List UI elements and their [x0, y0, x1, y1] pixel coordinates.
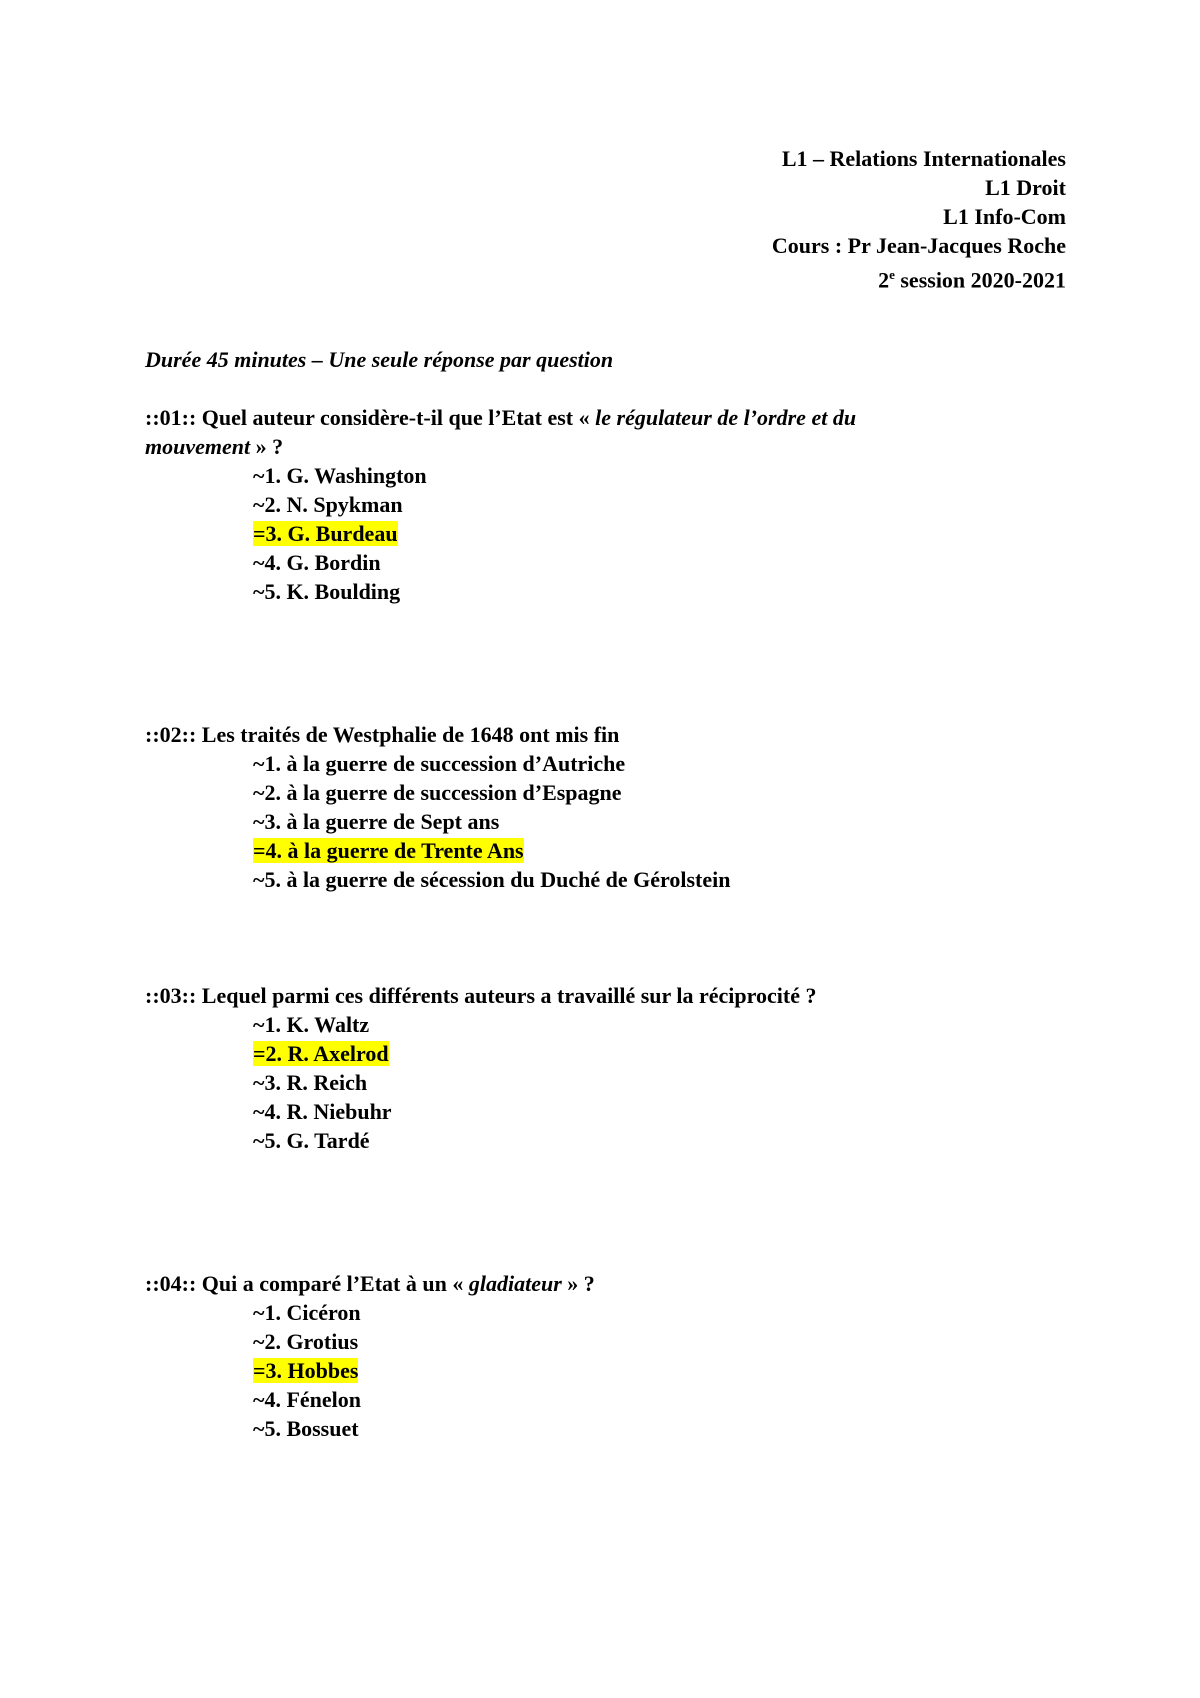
answer-option: ~2. à la guerre de succession d’Espagne — [253, 780, 622, 805]
session-number: 2 — [878, 267, 890, 293]
correct-highlight: =4. à la guerre de Trente Ans — [253, 838, 524, 863]
answer-option: ~5. G. Tardé — [253, 1128, 370, 1153]
answer-option: ~4. Fénelon — [253, 1387, 361, 1412]
question-text: ::02:: Les traités de Westphalie de 1648 ont mis fin — [145, 722, 620, 747]
answer-option: ~5. K. Boulding — [253, 579, 401, 604]
question-text-continued: mouvement » ? — [145, 434, 284, 459]
header-line-program: L1 – Relations Internationales — [781, 146, 1066, 171]
answer-option: ~1. G. Washington — [253, 463, 427, 488]
session-superscript: e — [889, 267, 895, 282]
question-text: ::01:: Quel auteur considère-t-il que l’Etat est « le régulateur de l’ordre et du — [145, 405, 857, 430]
answer-option: ~1. K. Waltz — [253, 1012, 370, 1037]
answer-option: ~1. Cicéron — [253, 1300, 361, 1325]
answer-option-correct — [253, 519, 398, 548]
answer-option-correct — [253, 1356, 358, 1385]
answer-option: ~4. G. Bordin — [253, 550, 381, 575]
answer-option: ~4. R. Niebuhr — [253, 1099, 392, 1124]
exam-instructions: Durée 45 minutes – Une seule réponse par question — [145, 347, 614, 372]
session-text: session 2020-2021 — [894, 267, 1066, 293]
header-line-teacher: Cours : Pr Jean-Jacques Roche — [771, 233, 1066, 258]
correct-highlight: =3. G. Burdeau — [253, 521, 398, 546]
answer-option: ~3. R. Reich — [253, 1070, 368, 1095]
answer-option-correct — [253, 836, 524, 865]
question-text: ::03:: Lequel parmi ces différents auteurs a travaillé sur la réciprocité ? — [145, 983, 817, 1008]
answer-option: ~2. N. Spykman — [253, 492, 403, 517]
answer-option: ~1. à la guerre de succession d’Autriche — [253, 751, 626, 776]
answer-option: ~2. Grotius — [253, 1329, 359, 1354]
answer-option: ~3. à la guerre de Sept ans — [253, 809, 500, 834]
answer-option: ~5. à la guerre de sécession du Duché de Gérolstein — [253, 867, 731, 892]
answer-option: ~5. Bossuet — [253, 1416, 359, 1441]
header-line-session — [878, 260, 1066, 294]
correct-highlight: =3. Hobbes — [253, 1358, 359, 1383]
question-text: ::04:: Qui a comparé l’Etat à un « gladiateur » ? — [145, 1271, 595, 1296]
answer-option-correct — [253, 1039, 389, 1068]
header-line-droit: L1 Droit — [985, 175, 1066, 200]
correct-highlight: =2. R. Axelrod — [253, 1041, 389, 1066]
header-line-infocom: L1 Info-Com — [943, 204, 1066, 229]
